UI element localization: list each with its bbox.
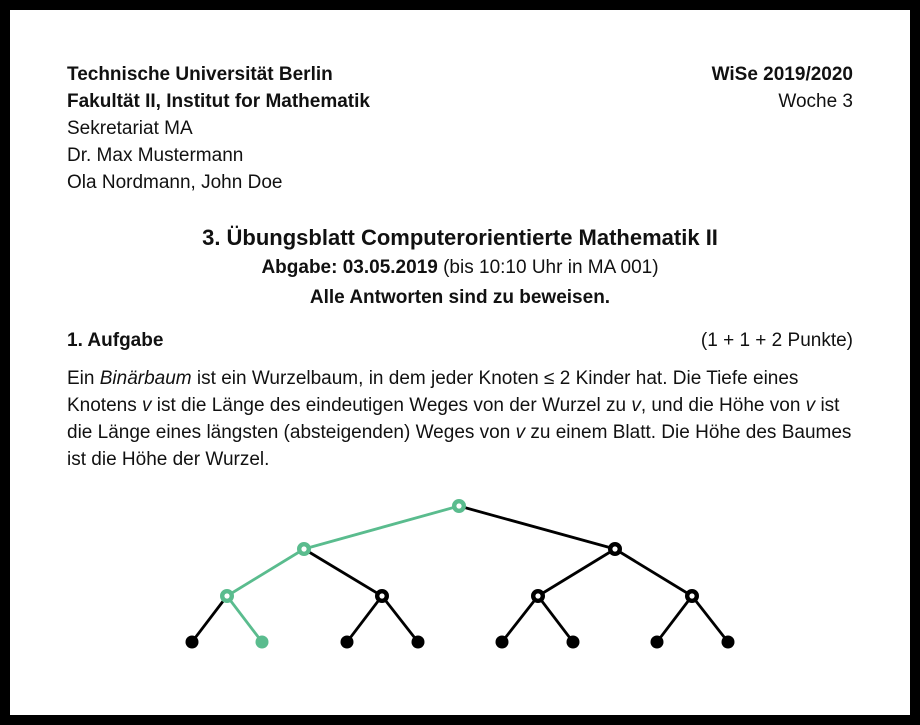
sheet-title: 3. Übungsblatt Computerorientierte Mathematik II bbox=[202, 225, 718, 250]
deadline-date: Abgabe: 03.05.2019 bbox=[261, 257, 438, 278]
tree-node-ab bbox=[377, 591, 387, 601]
paragraph-segment: Ein bbox=[67, 368, 100, 389]
tree-edge-bb-bbb bbox=[692, 596, 728, 642]
tree-node-bab bbox=[567, 636, 580, 649]
faculty-name: Fakultät II, Institut for Mathematik bbox=[67, 91, 370, 112]
tree-node-bbb bbox=[722, 636, 735, 649]
tree-node-a bbox=[299, 544, 309, 554]
week-label: Woche 3 bbox=[778, 91, 853, 112]
tree-node-aab bbox=[256, 636, 269, 649]
paragraph-italic-segment: v bbox=[631, 395, 641, 416]
tree-node-aaa bbox=[186, 636, 199, 649]
paragraph-italic-segment: v bbox=[805, 395, 816, 416]
paragraph-italic-segment: v bbox=[142, 395, 152, 416]
tree-node-abb bbox=[412, 636, 425, 649]
tree-node-root bbox=[454, 501, 464, 511]
tree-node-baa bbox=[496, 636, 509, 649]
tree-node-ba bbox=[533, 591, 543, 601]
tree-edge-a-ab bbox=[304, 549, 382, 596]
task-points: (1 + 1 + 2 Punkte) bbox=[700, 330, 853, 351]
tree-node-bba bbox=[651, 636, 664, 649]
paragraph-segment: , und die Höhe von bbox=[640, 395, 806, 416]
tree-edge-ba-baa bbox=[502, 596, 538, 642]
paragraph-segment: ist ein Wurzelbaum, in dem jeder Knoten ≤ 2 Kinder hat. Die Tiefe eines Knotens bbox=[67, 368, 799, 416]
tree-edge-aa-aaa bbox=[192, 596, 227, 642]
tree-edge-a-aa bbox=[227, 549, 304, 596]
proof-note: Alle Antworten sind zu beweisen. bbox=[309, 287, 611, 308]
university-name: Technische Universität Berlin bbox=[67, 64, 333, 85]
tree-edge-ab-abb bbox=[382, 596, 418, 642]
paragraph-segment: ist die Länge eines längsten (absteigenden) Weges von bbox=[67, 395, 840, 443]
tree-edge-b-bb bbox=[615, 549, 692, 596]
tree-node-bb bbox=[687, 591, 697, 601]
paragraph-italic-segment: v bbox=[515, 422, 526, 443]
tree-node-aa bbox=[222, 591, 232, 601]
paragraph-segment: zu einem Blatt. Die Höhe des Baumes ist die Höhe der Wurzel. bbox=[67, 422, 852, 470]
paragraph-italic-segment: Binärbaum bbox=[99, 368, 192, 389]
tree-node-aba bbox=[341, 636, 354, 649]
tree-edge-ab-aba bbox=[347, 596, 382, 642]
tree-edge-ba-bab bbox=[538, 596, 573, 642]
lecturer-name: Dr. Max Mustermann bbox=[67, 145, 244, 166]
tree-edge-root-b bbox=[459, 506, 615, 549]
paragraph-segment: ist die Länge des eindeutigen Weges von der Wurzel zu bbox=[151, 395, 632, 416]
tree-node-b bbox=[610, 544, 620, 554]
semester-label: WiSe 2019/2020 bbox=[711, 64, 853, 85]
tree-edge-aa-aab bbox=[227, 596, 262, 642]
deadline-details: (bis 10:10 Uhr in MA 001) bbox=[437, 257, 659, 278]
tree-edge-bb-bba bbox=[657, 596, 692, 642]
secretariat: Sekretariat MA bbox=[67, 118, 193, 139]
tree-edge-b-ba bbox=[538, 549, 615, 596]
task-heading: 1. Aufgabe bbox=[67, 330, 164, 351]
assistants-names: Ola Nordmann, John Doe bbox=[67, 172, 283, 193]
tree-edge-root-a bbox=[304, 506, 459, 549]
